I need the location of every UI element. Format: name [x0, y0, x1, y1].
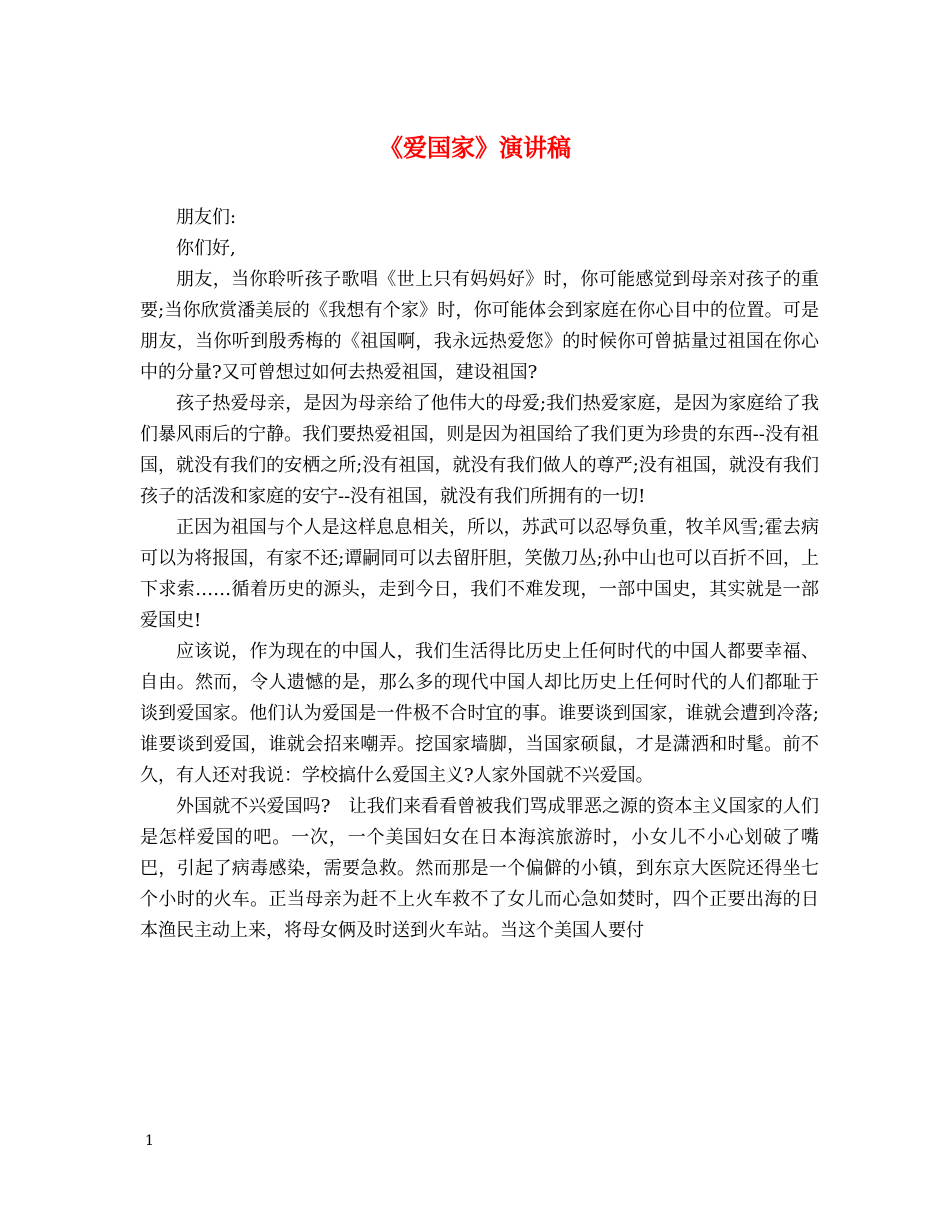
- paragraph: 孩子热爱母亲，是因为母亲给了他伟大的母爱;我们热爱家庭，是因为家庭给了我们暴风雨后的宁静。我们要热爱祖国，则是因为祖国给了我们更为珍贵的东西--没有祖国，就没有我们的安栖之所;没有祖国，就没有我们做人的尊严;没有祖国，就没有我们孩子的活泼和家庭的安宁--没有祖国，就没有我们所拥有的一切!: [140, 393, 819, 507]
- document-body: [140, 202, 819, 946]
- paragraph-greeting: 你们好,: [176, 238, 236, 259]
- document-title: 《爱国家》演讲稿: [379, 133, 571, 162]
- paragraph: 朋友，当你聆听孩子歌唱《世上只有妈妈好》时，你可能感觉到母亲对孩子的重要;当你欣赏潘美辰的《我想有个家》时，你可能体会到家庭在你心目中的位置。可是朋友，当你听到殷秀梅的《祖国啊，我永远热爱您》的时候你可曾掂量过祖国在你心中的分量?又可曾想过如何去热爱祖国，建设祖国?: [140, 269, 819, 383]
- page-number: 1: [145, 1133, 154, 1149]
- paragraph: 外国就不兴爱国吗? 让我们来看看曾被我们骂成罪恶之源的资本主义国家的人们是怎样爱国的吧。一次，一个美国妇女在日本海滨旅游时，小女儿不小心划破了嘴巴，引起了病毒感染，需要急救。然而那是一个偏僻的小镇，到东京大医院还得坐七个小时的火车。正当母亲为赶不上火车救不了女儿而心急如焚时，四个正要出海的日本渔民主动上来，将母女俩及时送到火车站。当这个美国人要付: [140, 796, 819, 941]
- paragraph-salutation: 朋友们:: [176, 207, 237, 228]
- paragraph: 应该说，作为现在的中国人，我们生活得比历史上任何时代的中国人都要幸福、自由。然而，令人遗憾的是，那么多的现代中国人却比历史上任何时代的人们都耻于谈到爱国家。他们认为爱国是一件极不合时宜的事。谁要谈到国家，谁就会遭到冷落;谁要谈到爱国，谁就会招来嘲弄。挖国家墙脚，当国家硕鼠，才是潇洒和时髦。前不久，有人还对我说：学校搞什么爱国主义?人家外国就不兴爱国。: [140, 641, 819, 786]
- paragraph: 正因为祖国与个人是这样息息相关，所以，苏武可以忍辱负重，牧羊风雪;霍去病可以为将报国，有家不还;谭嗣同可以去留肝胆，笑傲刀丛;孙中山也可以百折不回，上下求索……循着历史的源头，走到今日，我们不难发现，一部中国史，其实就是一部爱国史!: [140, 517, 819, 631]
